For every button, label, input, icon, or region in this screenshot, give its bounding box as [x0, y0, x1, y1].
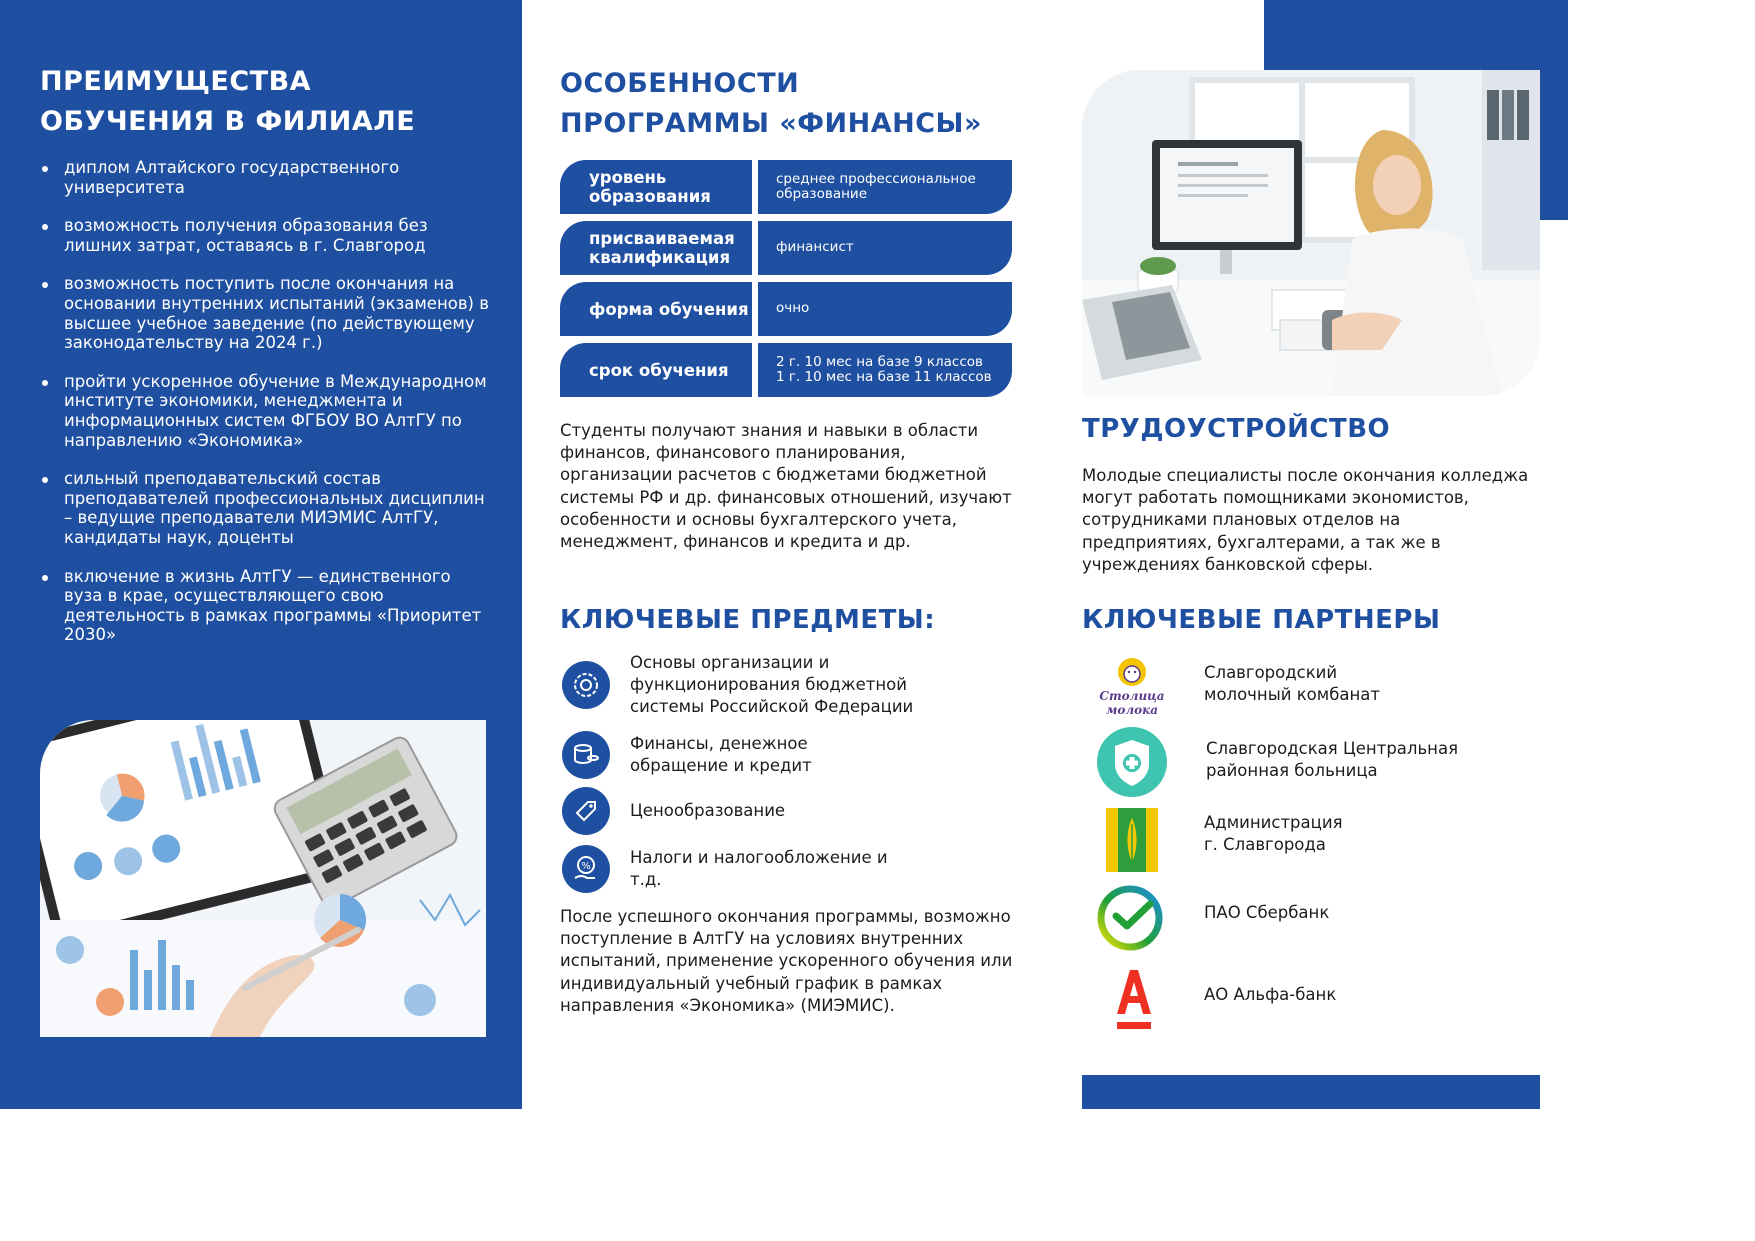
logo-text-line2: молока [1105, 703, 1159, 717]
info-value: финансист [758, 221, 1012, 275]
employment-text: Молодые специалисты после окончания колледжа могут работать помощниками экономистов, сотрудниками плановых отделов на предприятиях, бухгалтерами, а так же в учреждениях банковской сферы. [1082, 466, 1529, 574]
decorative-block-bottom [1082, 1075, 1540, 1109]
sberbank-logo [1092, 882, 1172, 962]
info-key: уровень образования [560, 160, 752, 214]
info-key: форма обучения [560, 282, 752, 336]
advantages-list [40, 158, 490, 664]
partner-item [1092, 650, 1532, 730]
advantages-title [40, 62, 500, 142]
subject-text: Основы организации и функционирования бюджетной системы Российской Федерации [630, 653, 914, 717]
info-row-duration [560, 343, 1012, 397]
employment-heading: ТРУДОУСТРОЙСТВО [1082, 414, 1391, 444]
svg-text:%: % [581, 861, 591, 872]
partner-item [1092, 962, 1532, 1042]
info-key: срок обучения [560, 343, 752, 397]
slavgorod-coat-of-arms [1092, 806, 1172, 886]
subject-item [562, 787, 785, 835]
info-value: очно [758, 282, 1012, 336]
calculator-charts-photo [40, 720, 486, 1037]
program-description: Студенты получают знания и навыки в области финансов, финансового планирования, организации расчетов с бюджетами бюджетной системы РФ и др. финансовых отношений, изучают особенности и основы бухгалтерского учета, менеджмент, финансов и кредита и др. [560, 421, 1012, 552]
subject-item [562, 845, 920, 893]
hospital-shield-logo [1092, 726, 1172, 806]
partner-name: Администрация г. Славгорода [1204, 813, 1343, 855]
program-title [560, 64, 982, 144]
info-row-level [560, 160, 1012, 214]
admission-note: После успешного окончания программы, возможно поступление в АлтГУ на условиях внутренних испытаний, применение ускоренного обучения или индивидуальный учебный график в рамках направления «Экономика» (МИЭМИС). [560, 907, 1013, 1015]
partner-item [1092, 726, 1532, 806]
price-tag-icon [562, 787, 610, 835]
calculator-charts-illustration [40, 720, 486, 1037]
percent-hand-icon [562, 845, 610, 893]
advantage-item: включение в жизнь АлтГУ — единственного вуза в крае, осуществляющего свою деятельность в рамках программы «Приоритет 2030» [40, 567, 490, 645]
partner-name: ПАО Сбербанк [1204, 903, 1330, 922]
partner-name: АО Альфа-банк [1204, 985, 1337, 1004]
partner-name: Славгородская Центральная районная больница [1206, 739, 1459, 781]
advantage-item: сильный преподавательский состав преподавателей профессиональных дисциплин – ведущие преподаватели МИЭМИС АлтГУ, кандидаты наук, доценты [40, 469, 490, 547]
subjects-heading: КЛЮЧЕВЫЕ ПРЕДМЕТЫ: [560, 605, 936, 635]
gear-icon [562, 661, 610, 709]
advantage-item: диплом Алтайского государственного университета [40, 158, 490, 197]
advantages-title-line2: ОБУЧЕНИЯ В ФИЛИАЛЕ [40, 106, 416, 137]
info-value: среднее профессиональное образование [758, 160, 1012, 214]
advantages-title-line1: ПРЕИМУЩЕСТВА [40, 66, 312, 97]
program-title-line2: ПРОГРАММЫ «ФИНАНСЫ» [560, 108, 982, 139]
woman-accountant-illustration [1082, 70, 1540, 396]
left-panel [0, 0, 522, 1109]
program-info-table [560, 160, 1012, 404]
woman-accountant-photo [1082, 70, 1540, 396]
partner-item [1092, 882, 1532, 962]
info-row-qualification [560, 221, 1012, 275]
program-title-line1: ОСОБЕННОСТИ [560, 68, 800, 99]
partners-heading: КЛЮЧЕВЫЕ ПАРТНЕРЫ [1082, 605, 1441, 635]
logo-text-line1: Столица [1099, 689, 1165, 703]
subject-text: Налоги и налогообложение и т.д. [630, 847, 888, 889]
subject-text: Ценообразование [630, 800, 786, 820]
alfa-bank-logo [1092, 962, 1172, 1042]
info-key: присваиваемая квалификация [560, 221, 752, 275]
advantage-item: возможность поступить после окончания на основании внутренних испытаний (экзаменов) в высшее учебное заведение (по действующему законодательству на 2024 г.) [40, 274, 490, 352]
info-value: 2 г. 10 мес на базе 9 классов 1 г. 10 мес на базе 11 классов [758, 343, 1012, 397]
partner-item [1092, 806, 1532, 886]
partner-name: Славгородский молочный комбанат [1204, 663, 1381, 705]
info-row-form [560, 282, 1012, 336]
advantage-item: пройти ускоренное обучение в Международном институте экономики, менеджмента и информационных систем ФГБОУ ВО АлтГУ по направлению «Экономика» [40, 372, 490, 450]
advantage-item: возможность получения образования без лишних затрат, оставаясь в г. Славгород [40, 216, 490, 255]
coins-icon [562, 731, 610, 779]
subject-item [562, 731, 870, 779]
subject-item [562, 652, 970, 719]
subject-text: Финансы, денежное обращение и кредит [630, 733, 812, 775]
stolitsa-moloka-logo [1092, 650, 1172, 730]
